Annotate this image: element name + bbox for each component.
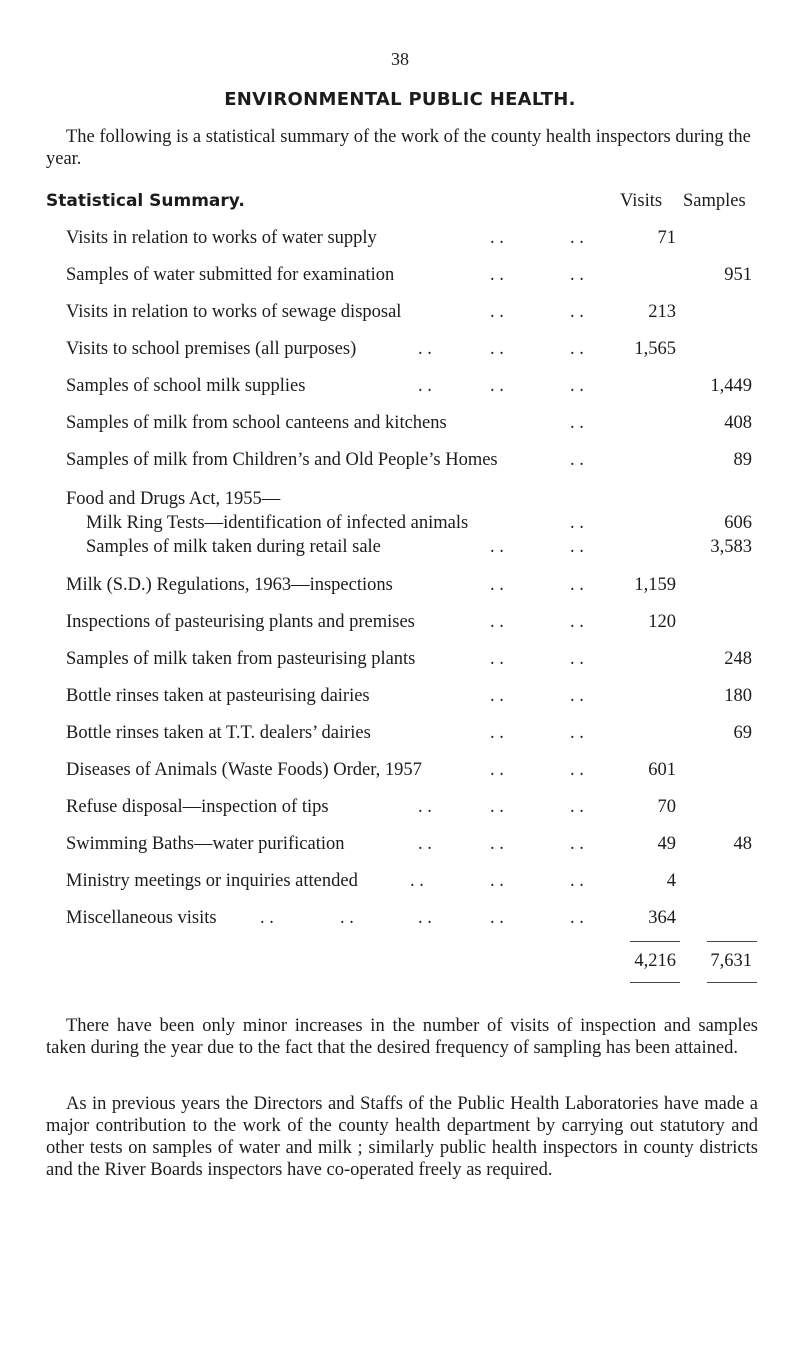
samples-total-rule-bottom bbox=[707, 982, 757, 983]
page-number: 38 bbox=[391, 49, 409, 69]
table-row: Visits to school premises (all purposes) . . . . . . 1,565 bbox=[66, 339, 676, 359]
totals-row bbox=[66, 949, 766, 973]
table-row: Ministry meetings or inquiries attended . . . . . . 4 bbox=[66, 871, 676, 891]
row-samples: 606 bbox=[724, 513, 752, 533]
row-label: Samples of milk from Children’s and Old People’s Homes bbox=[66, 450, 498, 470]
row-samples: 1,449 bbox=[710, 376, 752, 396]
row-label: Milk Ring Tests—identification of infected animals bbox=[86, 513, 469, 533]
row-label: Samples of milk taken from pasteurising plants bbox=[66, 649, 416, 669]
row-visits: 70 bbox=[657, 797, 676, 817]
summary-title: Statistical Summary. bbox=[46, 191, 245, 211]
samples-column-header: Samples bbox=[683, 191, 746, 211]
row-label: Bottle rinses taken at pasteurising dairies bbox=[66, 686, 370, 706]
table-row: Samples of school milk supplies . . . . . . 1,449 bbox=[66, 376, 752, 396]
row-label: Diseases of Animals (Waste Foods) Order, 1957 bbox=[66, 760, 422, 780]
row-label: Samples of water submitted for examination bbox=[66, 265, 395, 285]
row-samples: 180 bbox=[724, 686, 752, 706]
table-row: Refuse disposal—inspection of tips . . . . . . 70 bbox=[66, 797, 676, 817]
visits-total-rule-top bbox=[630, 941, 680, 942]
paragraph-laboratories: As in previous years the Directors and Staffs of the Public Health Laboratories have made a major contribution to the work of the county health department by carrying out statutory and other tests on samples of water and milk ; similarly public health inspectors in county districts and the River Boards inspectors have co-operated freely as required. bbox=[46, 1094, 758, 1180]
table-row bbox=[66, 487, 766, 511]
row-label: Visits to school premises (all purposes) bbox=[66, 339, 357, 359]
row-label: Swimming Baths—water purification bbox=[66, 834, 345, 854]
table-row: Samples of water submitted for examination . . . . 951 bbox=[66, 265, 752, 285]
row-visits: 601 bbox=[648, 760, 676, 780]
table-row: Visits in relation to works of water supply . . . . 71 bbox=[66, 228, 676, 248]
row-samples: 951 bbox=[724, 265, 752, 285]
table-row: Samples of milk from Children’s and Old People’s Homes . . 89 bbox=[66, 450, 752, 470]
row-samples: 69 bbox=[733, 723, 752, 743]
table-row: Milk (S.D.) Regulations, 1963—inspections . . . . 1,159 bbox=[66, 575, 676, 595]
table-row: Swimming Baths—water purification . . . . . . 49 48 bbox=[66, 834, 752, 854]
row-label: Refuse disposal—inspection of tips bbox=[66, 797, 329, 817]
table-row: Visits in relation to works of sewage disposal . . . . 213 bbox=[66, 302, 676, 322]
row-visits: 120 bbox=[648, 612, 676, 632]
row-label: Visits in relation to works of water supply bbox=[66, 228, 377, 248]
row-visits: 213 bbox=[648, 302, 676, 322]
table-row: Samples of milk taken during retail sale . . . . 3,583 bbox=[86, 537, 752, 557]
intro-paragraph: The following is a statistical summary of the work of the county health inspectors during the year. bbox=[46, 127, 751, 169]
row-label: Miscellaneous visits bbox=[66, 908, 217, 928]
row-label: Inspections of pasteurising plants and premises bbox=[66, 612, 415, 632]
table-row: Samples of milk from school canteens and kitchens . . 408 bbox=[66, 413, 752, 433]
visits-total-rule-bottom bbox=[630, 982, 680, 983]
total-visits: 4,216 bbox=[634, 951, 676, 971]
row-samples: 89 bbox=[733, 450, 752, 470]
row-visits: 364 bbox=[648, 908, 676, 928]
row-visits: 4 bbox=[666, 871, 676, 891]
table-row: Bottle rinses taken at pasteurising dairies . . . . 180 bbox=[66, 686, 752, 706]
row-label: Ministry meetings or inquiries attended bbox=[66, 871, 358, 891]
visits-column-header: Visits bbox=[620, 191, 663, 211]
row-visits: 1,565 bbox=[634, 339, 676, 359]
samples-total-rule-top bbox=[707, 941, 757, 942]
row-label: Milk (S.D.) Regulations, 1963—inspections bbox=[66, 575, 393, 595]
row-label: Samples of milk from school canteens and kitchens bbox=[66, 413, 447, 433]
paragraph-minor-increases: There have been only minor increases in the number of visits of inspection and samples taken during the year due to the fact that the desired frequency of sampling has been attained. bbox=[46, 1016, 758, 1058]
row-label: Samples of school milk supplies bbox=[66, 376, 306, 396]
row-samples: 408 bbox=[724, 413, 752, 433]
page-heading: ENVIRONMENTAL PUBLIC HEALTH. bbox=[224, 89, 576, 110]
row-label: Food and Drugs Act, 1955— bbox=[66, 489, 281, 509]
table-row: Diseases of Animals (Waste Foods) Order, 1957 . . . . 601 bbox=[66, 760, 676, 780]
row-samples: 48 bbox=[733, 834, 752, 854]
table-row: Milk Ring Tests—identification of infected animals . . 606 bbox=[86, 513, 752, 533]
table-row: Samples of milk taken from pasteurising plants . . . . 248 bbox=[66, 649, 752, 669]
row-label: Bottle rinses taken at T.T. dealers’ dairies bbox=[66, 723, 371, 743]
table-row: Miscellaneous visits . . . . . . . . . . 364 bbox=[66, 908, 676, 928]
row-visits: 1,159 bbox=[634, 575, 676, 595]
row-samples: 3,583 bbox=[710, 537, 752, 557]
row-visits: 49 bbox=[657, 834, 676, 854]
row-label: Visits in relation to works of sewage disposal bbox=[66, 302, 402, 322]
row-visits: 71 bbox=[657, 228, 676, 248]
table-row: Bottle rinses taken at T.T. dealers’ dairies . . . . 69 bbox=[66, 723, 752, 743]
row-label: Samples of milk taken during retail sale bbox=[86, 537, 381, 557]
row-samples: 248 bbox=[724, 649, 752, 669]
table-row: Inspections of pasteurising plants and premises . . . . 120 bbox=[66, 612, 676, 632]
total-samples: 7,631 bbox=[710, 951, 752, 971]
